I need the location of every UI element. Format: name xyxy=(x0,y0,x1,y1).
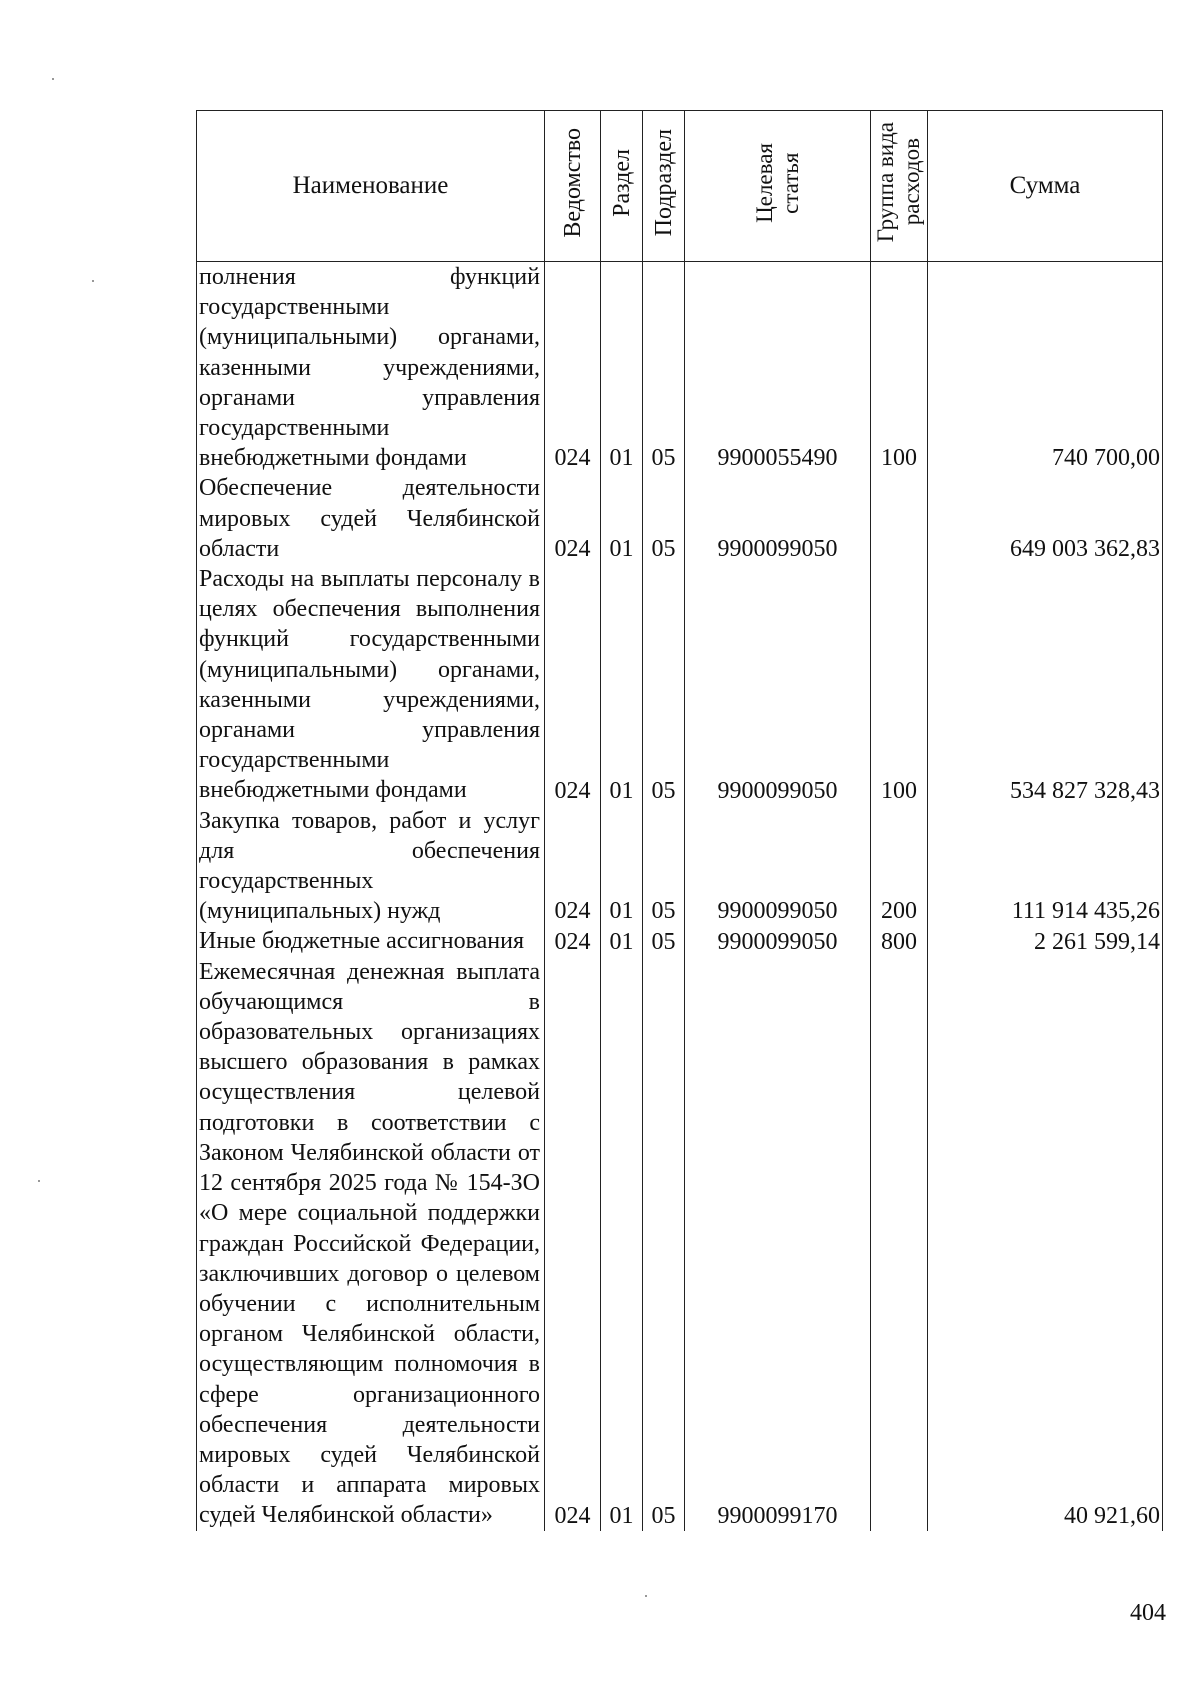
row-department: 024 xyxy=(545,957,601,1531)
row-target-article: 9900099050 xyxy=(685,564,871,806)
row-subsection: 05 xyxy=(643,564,685,806)
scan-speck xyxy=(645,1595,647,1597)
table-row xyxy=(197,806,1163,927)
row-section: 01 xyxy=(601,262,643,474)
row-department: 024 xyxy=(545,564,601,806)
header-section xyxy=(601,111,643,262)
row-target-article: 9900099050 xyxy=(685,926,871,956)
scan-speck xyxy=(92,280,94,282)
row-department: 024 xyxy=(545,926,601,956)
row-amount: 40 921,60 xyxy=(928,957,1163,1531)
header-expense-group xyxy=(871,111,928,262)
table-row xyxy=(197,564,1163,806)
table-row xyxy=(197,473,1163,564)
row-expense-group: 200 xyxy=(871,806,928,927)
row-section: 01 xyxy=(601,564,643,806)
row-department: 024 xyxy=(545,473,601,564)
row-target-article: 9900099170 xyxy=(685,957,871,1531)
row-section: 01 xyxy=(601,806,643,927)
row-amount: 534 827 328,43 xyxy=(928,564,1163,806)
table-row xyxy=(197,957,1163,1531)
header-expense-group-label: Группа вида расходов xyxy=(873,122,924,243)
scan-speck xyxy=(52,78,54,80)
page-number: 404 xyxy=(1130,1600,1166,1626)
row-amount: 2 261 599,14 xyxy=(928,926,1163,956)
row-amount: 649 003 362,83 xyxy=(928,473,1163,564)
header-name: Наименование xyxy=(197,111,545,262)
row-name: Ежемесячная денежная выплата обучающимся в образовательных организациях высшего образования в рамках осуществления целевой подготовки в соответствии с Законом Челябинской области от 12 сентября 2025 года № 154-ЗО «О мере социальной поддержки граждан Российской Федерации, заключивших договор о целевом обучении с исполнительным органом Челябинской области, осуществляющим полномочия в сфере организационного обеспечения деятельности мировых судей Челябинской области и аппарата мировых судей Челябинской области» xyxy=(197,957,545,1531)
row-section: 01 xyxy=(601,926,643,956)
header-subsection xyxy=(643,111,685,262)
table-row xyxy=(197,262,1163,474)
header-amount: Сумма xyxy=(928,111,1163,262)
row-subsection: 05 xyxy=(643,957,685,1531)
table-body xyxy=(197,262,1163,1531)
row-amount: 740 700,00 xyxy=(928,262,1163,474)
row-name: Обеспечение деятельности мировых судей Челябинской области xyxy=(197,473,545,564)
row-name: полнения функций государственными (муниципальными) органами, казенными учреждениями, органами управления государственными внебюджетными фондами xyxy=(197,262,545,474)
row-amount: 111 914 435,26 xyxy=(928,806,1163,927)
row-subsection: 05 xyxy=(643,926,685,956)
row-name: Закупка товаров, работ и услуг для обеспечения государственных (муниципальных) нужд xyxy=(197,806,545,927)
row-target-article: 9900055490 xyxy=(685,262,871,474)
row-department: 024 xyxy=(545,806,601,927)
row-target-article: 9900099050 xyxy=(685,473,871,564)
row-section: 01 xyxy=(601,957,643,1531)
header-target-article xyxy=(685,111,871,262)
row-expense-group xyxy=(871,957,928,1531)
header-subsection-label: Подраздел xyxy=(650,128,677,237)
row-section: 01 xyxy=(601,473,643,564)
table-row xyxy=(197,926,1163,956)
row-name: Иные бюджетные ассигнования xyxy=(197,926,545,956)
header-department-label: Ведомство xyxy=(559,127,586,238)
budget-table xyxy=(196,110,1163,1531)
scan-speck xyxy=(38,1180,40,1182)
row-name: Расходы на выплаты персоналу в целях обеспечения выполнения функций государственными (муниципальными) органами, казенными учреждениями, органами управления государственными внебюджетными фондами xyxy=(197,564,545,806)
row-expense-group: 100 xyxy=(871,262,928,474)
row-subsection: 05 xyxy=(643,806,685,927)
row-subsection: 05 xyxy=(643,473,685,564)
row-expense-group: 800 xyxy=(871,926,928,956)
row-expense-group xyxy=(871,473,928,564)
table-header-row xyxy=(197,111,1163,262)
row-expense-group: 100 xyxy=(871,564,928,806)
header-target-article-label: Целевая статья xyxy=(751,142,803,223)
header-department xyxy=(545,111,601,262)
row-target-article: 9900099050 xyxy=(685,806,871,927)
row-subsection: 05 xyxy=(643,262,685,474)
header-section-label: Раздел xyxy=(608,148,635,217)
row-department: 024 xyxy=(545,262,601,474)
